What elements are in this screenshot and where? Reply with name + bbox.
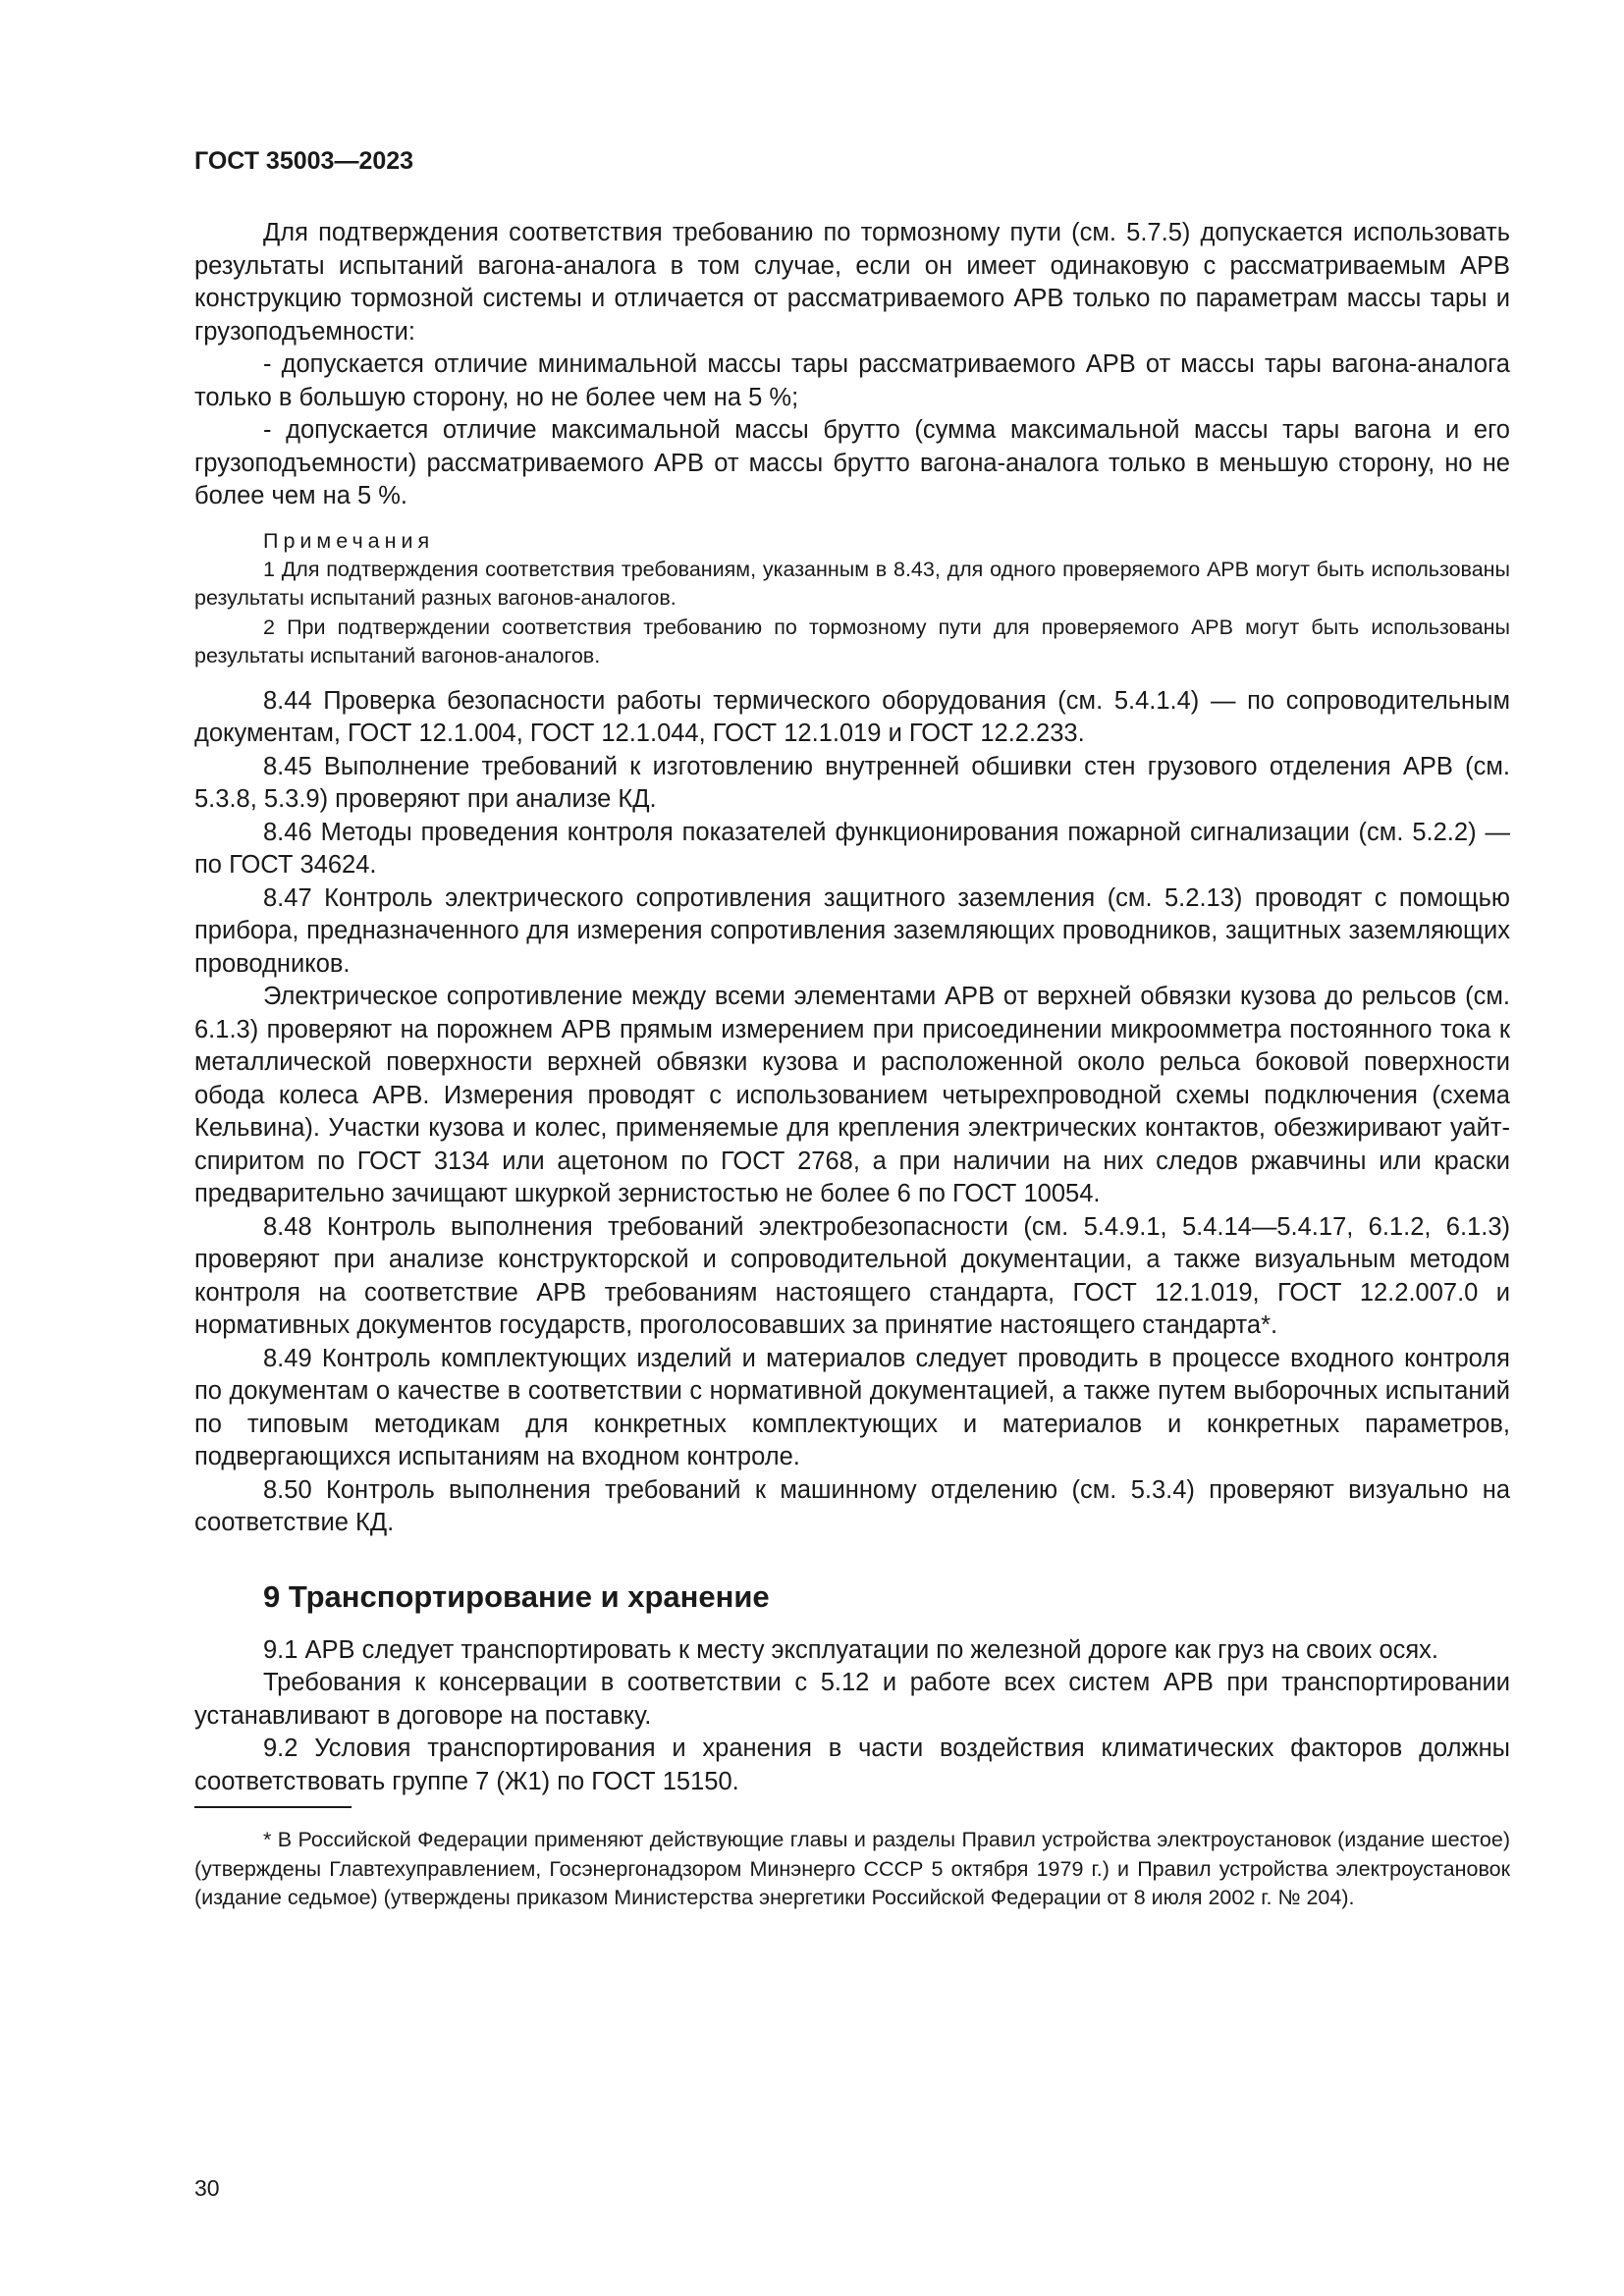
clause-8-48: 8.48 Контроль выполнения требований электробезопасности (см. 5.4.9.1, 5.4.14—5.4.17, 6.1.2, 6.1.3) проверяют при анализе конструкторской и сопроводительной документации, а также визуальным методом контроля на соответствие АРВ требованиям настоящего стандарта, ГОСТ 12.1.019, ГОСТ 12.2.007.0 и нормативных документов государств, проголосовавших за принятие настоящего стандарта*. — [194, 1212, 1510, 1339]
section-9-body — [194, 1634, 1510, 1799]
clause-8-45: 8.45 Выполнение требований к изготовлению внутренней обшивки стен грузового отделения АРВ (см. 5.3.8, 5.3.9) проверяют при анализе КД. — [194, 752, 1510, 813]
clauses-block — [194, 685, 1510, 1540]
footnote-divider — [194, 1806, 352, 1808]
clause-8-46: 8.46 Методы проведения контроля показателей функционирования пожарной сигнализации (см. 5.2.2) — по ГОСТ 34624. — [194, 818, 1510, 879]
clause-8-50: 8.50 Контроль выполнения требований к машинному отделению (см. 5.3.4) проверяют визуально на соответствие КД. — [194, 1475, 1510, 1536]
notes-title: Примечания — [263, 528, 435, 553]
notes-block — [194, 527, 1510, 671]
intro-block — [194, 217, 1510, 513]
page-number: 30 — [194, 2175, 220, 2201]
paragraph: - допускается отличие максимальной массы брутто (сумма максимальной массы тары вагона и его грузоподъемности) рассматриваемого АРВ от массы брутто вагона-аналога только в меньшую сторону, но не более чем на 5 %. — [194, 416, 1510, 509]
document-header: ГОСТ 35003—2023 — [194, 147, 414, 175]
clause-9-1: 9.1 АРВ следует транспортировать к месту эксплуатации по железной дороге как груз на своих осях. — [263, 1635, 1439, 1664]
clause-8-49: 8.49 Контроль комплектующих изделий и материалов следует проводить в процессе входного контроля по документам о качестве в соответствии с нормативной документацией, а также путем выборочных испытаний по типовым методикам для конкретных комплектующих и материалов и конкретных параметров, подвергающихся испытаниям на входном контроле. — [194, 1344, 1510, 1470]
paragraph: Требования к консервации в соответствии с 5.12 и работе всех систем АРВ при транспортировании устанавливают в договоре на поставку. — [194, 1669, 1510, 1730]
document-page — [194, 147, 1510, 1913]
clause-9-2: 9.2 Условия транспортирования и хранения в части воздействия климатических факторов должны соответствовать группе 7 (Ж1) по ГОСТ 15150. — [194, 1735, 1510, 1795]
note-item: 1 Для подтверждения соответствия требованиям, указанным в 8.43, для одного проверяемого АРВ могут быть использованы результаты испытаний разных вагонов-аналогов. — [194, 557, 1510, 610]
footnote — [194, 1826, 1510, 1913]
note-item: 2 При подтверждении соответствия требованию по тормозному пути для проверяемого АРВ могут быть использованы результаты испытаний вагонов-аналогов. — [194, 614, 1510, 667]
section-heading: 9 Транспортирование и хранение — [263, 1578, 770, 1614]
footnote-text: * В Российской Федерации применяют действующие главы и разделы Правил устройства электроустановок (издание шестое) (утверждены Главтехуправлением, Госэнергонадзором Минэнерго СССР 5 октября 1979 г.) и Правил устройства электроустановок (издание седьмое) (утверждены приказом Министерства энергетики Российской Федерации от 8 июля 2002 г. № 204). — [194, 1828, 1510, 1909]
paragraph: - допускается отличие минимальной массы тары рассматриваемого АРВ от массы тары вагона-аналога только в большую сторону, но не более чем на 5 %; — [194, 350, 1510, 411]
clause-8-47: 8.47 Контроль электрического сопротивления защитного заземления (см. 5.2.13) проводят с помощью прибора, предназначенного для измерения сопротивления заземляющих проводников, защитных заземляющих проводников. — [194, 883, 1510, 978]
clause-8-47-continued: Электрическое сопротивление между всеми элементами АРВ от верхней обвязки кузова до рельсов (см. 6.1.3) проверяют на порожнем АРВ прямым измерением при присоединении микроомметра постоянного тока к металлической поверхности верхней обвязки кузова и расположенной около рельса боковой поверхности обода колеса АРВ. Измерения проводят с использованием четырехпроводной схемы подключения (схема Кельвина). Участки кузова и колес, применяемые для крепления электрических контактов, обезжиривают уайт-спиритом по ГОСТ 3134 или ацетоном по ГОСТ 2768, а при наличии на них следов ржавчины или краски предварительно зачищают шкуркой зернистостью не более 6 по ГОСТ 10054. — [194, 983, 1510, 1207]
clause-8-44: 8.44 Проверка безопасности работы термического оборудования (см. 5.4.1.4) — по сопроводительным документам, ГОСТ 12.1.004, ГОСТ 12.1.044, ГОСТ 12.1.019 и ГОСТ 12.2.233. — [194, 686, 1510, 747]
paragraph: Для подтверждения соответствия требованию по тормозному пути (см. 5.7.5) допускается использовать результаты испытаний вагона-аналога в том случае, если он имеет одинаковую с рассматриваемым АРВ конструкцию тормозной системы и отличается от рассматриваемого АРВ только по параметрам массы тары и грузоподъемности: — [194, 219, 1510, 346]
